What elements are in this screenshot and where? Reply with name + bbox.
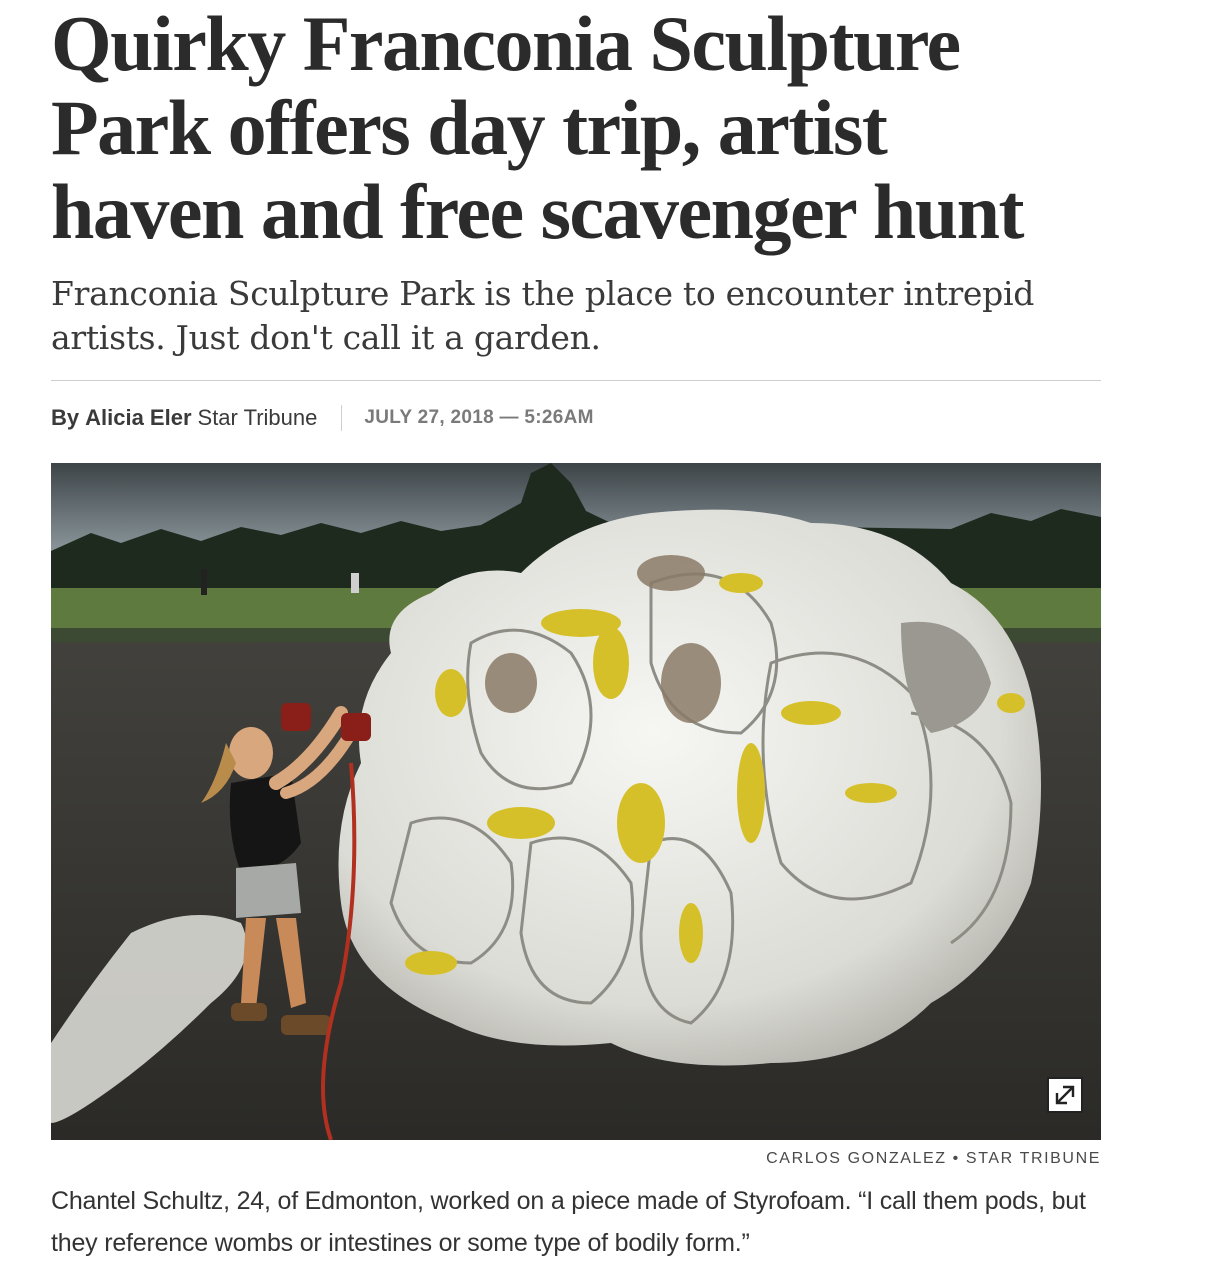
dek-subheadline: Franconia Sculpture Park is the place to encounter intrepid artists. Just don't call it a garden. (51, 274, 1035, 357)
article (51, 0, 1101, 1257)
photo-caption: Chantel Schultz, 24, of Edmonton, worked on a piece made of Styrofoam. “I call them pods, but they reference wombs or intestines or some type of bodily form.” (51, 1187, 1086, 1257)
publication-name: Star Tribune (197, 405, 318, 430)
lead-photo[interactable] (51, 463, 1101, 1140)
expand-photo-button[interactable] (1047, 1077, 1083, 1113)
byline-by-label: By (51, 405, 80, 430)
expand-arrow-icon (1049, 1079, 1081, 1111)
publish-date: JULY 27, 2018 — 5:26AM (364, 407, 594, 428)
byline (51, 403, 1101, 433)
divider-rule (51, 380, 1101, 381)
byline-separator (341, 405, 342, 431)
author-name-link[interactable]: Alicia Eler (85, 405, 192, 430)
photo-illustration (51, 463, 1101, 1140)
photo-credit: CARLOS GONZALEZ • STAR TRIBUNE (766, 1150, 1101, 1167)
headline: Quirky Franconia Sculpture Park offers day trip, artist haven and free scavenger hunt (51, 0, 1023, 255)
